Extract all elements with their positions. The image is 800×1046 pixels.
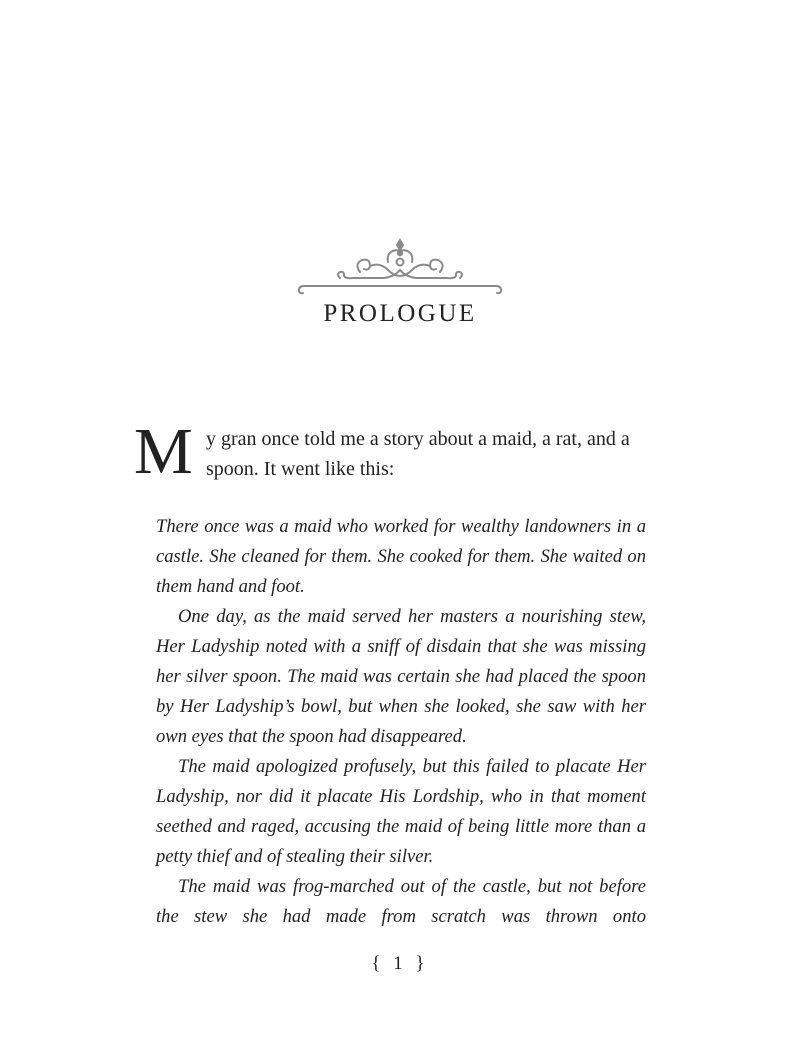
story-paragraph: The maid apologized profusely, but this failed to placate Her Ladyship, nor did it placate His Lordship, who in that moment seethed and raged, accusing the maid of being little more than a petty thief and of stealing their silver. bbox=[156, 756, 646, 867]
flourish-ornament-icon bbox=[296, 236, 504, 296]
page-number: { 1 } bbox=[371, 953, 429, 974]
story-text bbox=[156, 512, 646, 932]
opening-paragraph bbox=[134, 415, 674, 488]
drop-cap: M bbox=[134, 415, 193, 488]
chapter-title: PROLOGUE bbox=[323, 300, 477, 327]
opening-line-1: y gran once told me a story about a maid, a rat, and a bbox=[206, 428, 630, 450]
story-paragraph: There once was a maid who worked for wealthy landowners in a castle. She cleaned for them. She cooked for them. She waited on them hand and foot. bbox=[156, 516, 646, 597]
story-paragraph: The maid was frog-marched out of the castle, but not before the stew she had made from scratch was thrown onto bbox=[156, 876, 646, 927]
story-paragraph: One day, as the maid served her masters a nourishing stew, Her Ladyship noted with a sniff of disdain that she was missing her silver spoon. The maid was certain she had placed the spoon by Her Ladyship’s bowl, but when she looked, she saw with her own eyes that the spoon had disappeared. bbox=[156, 606, 646, 747]
opening-line-2: spoon. It went like this: bbox=[206, 458, 395, 480]
